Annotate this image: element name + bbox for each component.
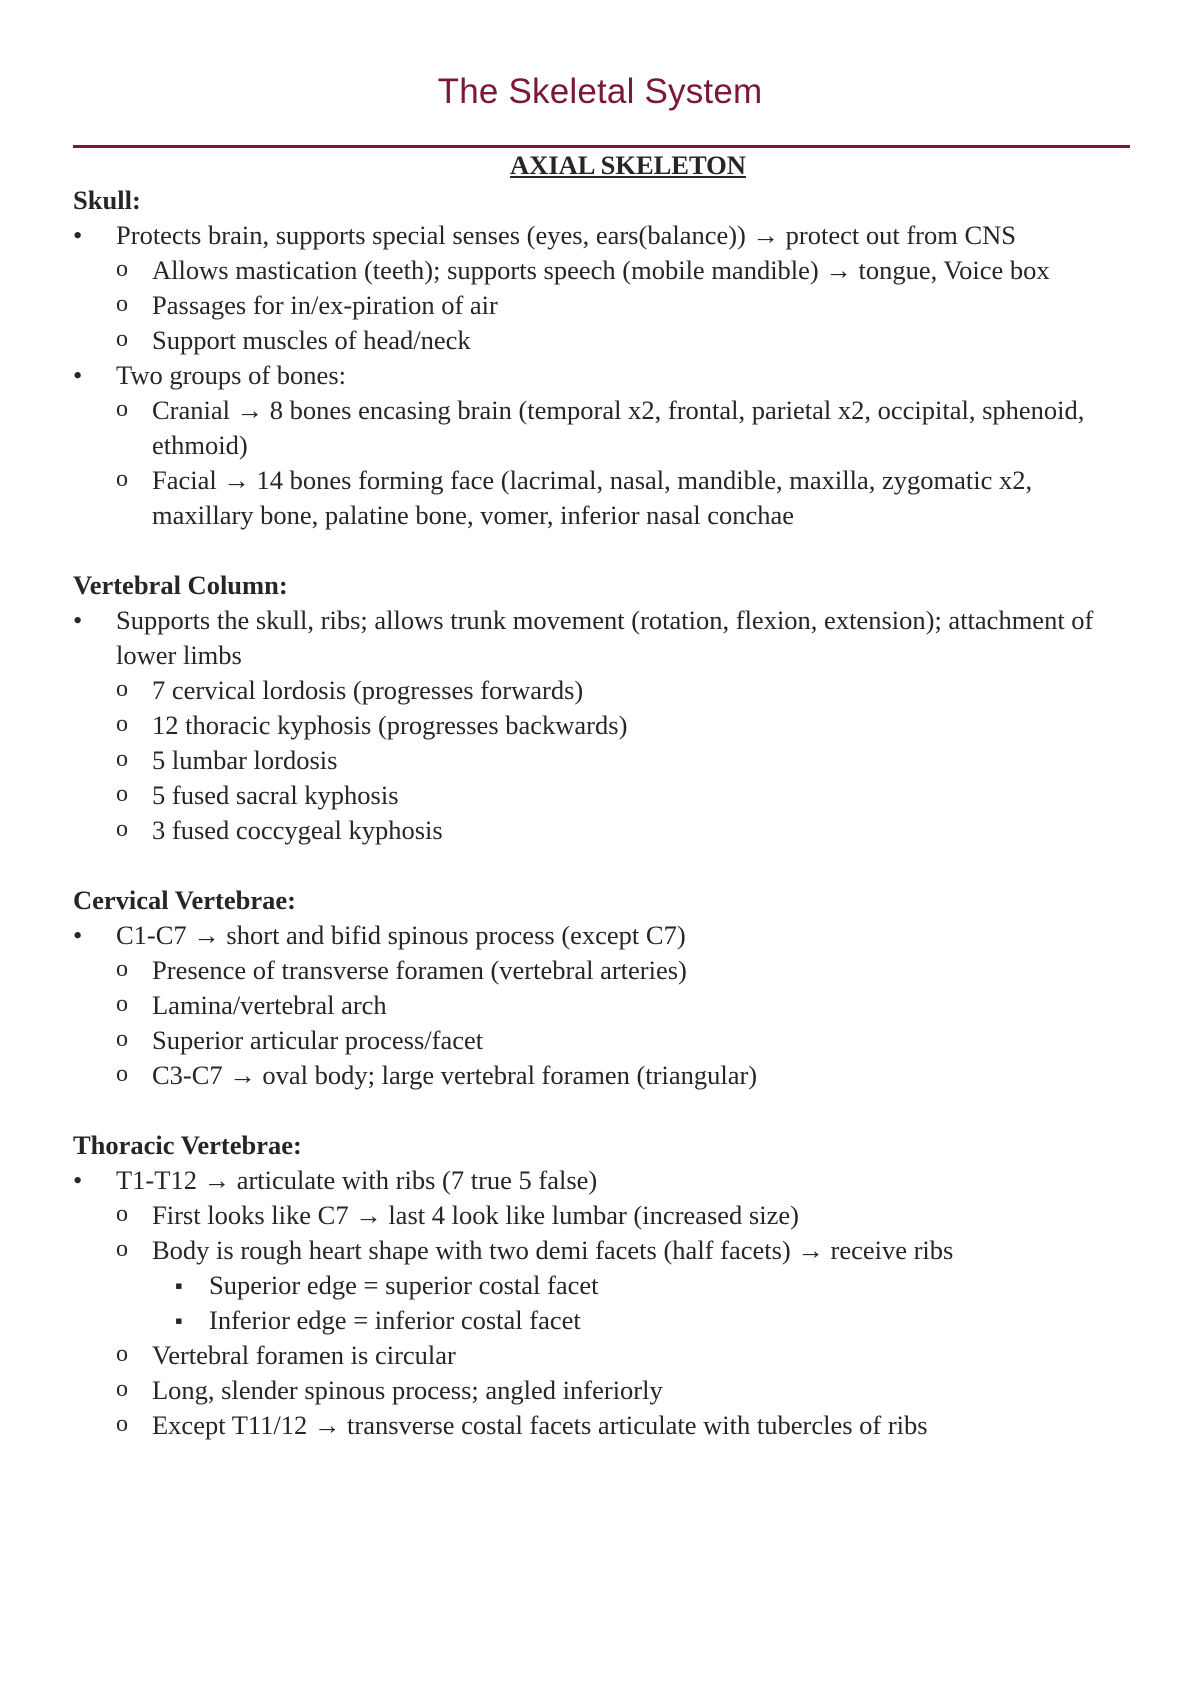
list-item	[116, 323, 1133, 358]
cervical-bullet-1: • C1-C7 → short and bifid spinous process (except C7)	[116, 918, 1133, 953]
sub-item: o 3 fused coccygeal kyphosis	[152, 813, 1133, 848]
sub-item: o Except T11/12 → transverse costal facets articulate with tubercles of ribs	[152, 1408, 1133, 1443]
list-item	[116, 708, 1133, 743]
list-item	[73, 1163, 1133, 1443]
sub-item: o Long, slender spinous process; angled inferiorly	[152, 1373, 1133, 1408]
skull-bullet-2: • Two groups of bones:	[116, 358, 1133, 393]
heading-vertebral-column: Vertebral Column:	[73, 570, 288, 600]
heading-cervical-vertebrae: Cervical Vertebrae:	[73, 885, 296, 915]
section-title-axial: AXIAL SKELETON	[510, 150, 746, 180]
thoracic-list	[73, 1163, 1133, 1443]
list-item	[116, 813, 1133, 848]
list-item	[116, 1058, 1133, 1093]
sub-item: o 5 lumbar lordosis	[152, 743, 1133, 778]
skull-bullet-1: • Protects brain, supports special senses (eyes, ears(balance)) → protect out from CNS	[116, 218, 1133, 253]
sub-sublist	[173, 1268, 1133, 1338]
list-item	[116, 393, 1133, 463]
sub-item: o C3-C7 → oval body; large vertebral foramen (triangular)	[152, 1058, 1133, 1093]
list-item	[116, 988, 1133, 1023]
thoracic-bullet-1: • T1-T12 → articulate with ribs (7 true 5 false)	[116, 1163, 1133, 1198]
list-item	[116, 743, 1133, 778]
sub-item: o First looks like C7 → last 4 look like lumbar (increased size)	[152, 1198, 1133, 1233]
heading-skull: Skull:	[73, 185, 141, 215]
sublist	[116, 953, 1133, 1093]
sub-item: o 5 fused sacral kyphosis	[152, 778, 1133, 813]
sub-item: o Presence of transverse foramen (vertebral arteries)	[152, 953, 1133, 988]
list-item	[116, 1023, 1133, 1058]
sub-item: o Vertebral foramen is circular	[152, 1338, 1133, 1373]
sublist	[116, 253, 1133, 358]
sub-sub-item: ▪ Inferior edge = inferior costal facet	[209, 1303, 1133, 1338]
page-title: The Skeletal System	[437, 72, 763, 111]
cervical-list	[73, 918, 1133, 1093]
document-body	[73, 148, 1133, 1443]
list-item	[173, 1303, 1133, 1338]
sub-item: o Facial → 14 bones forming face (lacrimal, nasal, mandible, maxilla, zygomatic x2, maxillary bone, palatine bone, vomer, inferior nasal conchae	[152, 463, 1133, 533]
list-item	[116, 1233, 1133, 1338]
vertebral-bullet-1: • Supports the skull, ribs; allows trunk movement (rotation, flexion, extension); attachment of lower limbs	[116, 603, 1133, 673]
list-item	[73, 918, 1133, 1093]
list-item	[116, 1373, 1133, 1408]
list-item	[73, 218, 1133, 358]
sublist	[116, 393, 1133, 533]
spacer	[73, 1093, 1133, 1128]
spacer	[73, 533, 1133, 568]
sub-item: o Lamina/vertebral arch	[152, 988, 1133, 1023]
spacer	[73, 848, 1133, 883]
sub-item: o Superior articular process/facet	[152, 1023, 1133, 1058]
list-item	[73, 358, 1133, 533]
sub-item: o Passages for in/ex-piration of air	[152, 288, 1133, 323]
sub-item: o Support muscles of head/neck	[152, 323, 1133, 358]
sub-item: o Body is rough heart shape with two demi facets (half facets) → receive ribs	[152, 1233, 1133, 1268]
skull-list	[73, 218, 1133, 533]
list-item	[116, 673, 1133, 708]
list-item	[116, 1408, 1133, 1443]
sub-item: o 7 cervical lordosis (progresses forwards)	[152, 673, 1133, 708]
sub-item: o 12 thoracic kyphosis (progresses backwards)	[152, 708, 1133, 743]
list-item	[116, 1198, 1133, 1233]
list-item	[116, 253, 1133, 288]
list-item	[116, 1338, 1133, 1373]
sublist	[116, 1198, 1133, 1443]
sub-sub-item: ▪ Superior edge = superior costal facet	[209, 1268, 1133, 1303]
sub-item: o Allows mastication (teeth); supports speech (mobile mandible) → tongue, Voice box	[152, 253, 1133, 288]
list-item	[116, 778, 1133, 813]
vertebral-list	[73, 603, 1133, 848]
list-item	[116, 463, 1133, 533]
list-item	[116, 288, 1133, 323]
sub-item: o Cranial → 8 bones encasing brain (temporal x2, frontal, parietal x2, occipital, sphenoid, ethmoid)	[152, 393, 1133, 463]
heading-thoracic-vertebrae: Thoracic Vertebrae:	[73, 1130, 302, 1160]
list-item	[73, 603, 1133, 848]
sublist	[116, 673, 1133, 848]
list-item	[173, 1268, 1133, 1303]
list-item	[116, 953, 1133, 988]
